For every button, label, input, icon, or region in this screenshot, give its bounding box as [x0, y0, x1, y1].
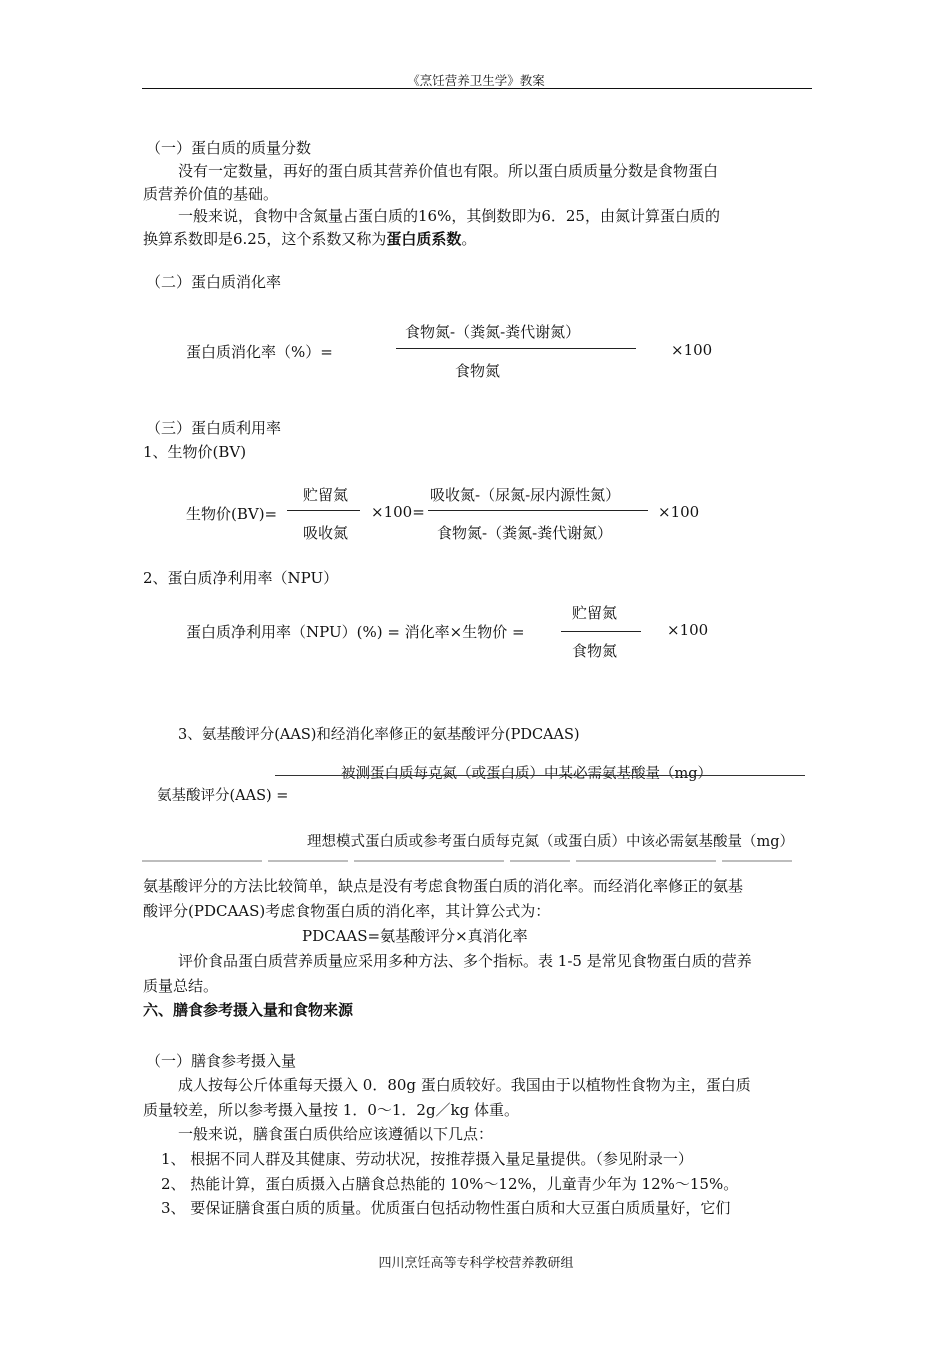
formula-denominator: 理想模式蛋白质或参考蛋白质每克氮（或蛋白质）中该必需氨基酸量（mg） — [307, 834, 795, 850]
formula-lhs: 氨基酸评分(AAS) = — [157, 788, 289, 804]
formula-numerator: 贮留氮 — [572, 604, 618, 622]
paragraph-line: 一般来说，食物中含氮量占蛋白质的16%，其倒数即为6．25，由氮计算蛋白质的 — [178, 207, 720, 225]
header-rule — [142, 88, 812, 89]
formula-numerator: 被测蛋白质每克氮（或蛋白质）中某必需氨基酸量（mg） — [341, 766, 713, 782]
section-heading-utilization: （三）蛋白质利用率 — [146, 419, 282, 437]
fraction-bar — [287, 510, 360, 511]
formula-denominator: 食物氮-（粪氮-粪代谢氮） — [437, 524, 613, 542]
page-header: 《烹饪营养卫生学》教案 — [407, 73, 545, 88]
subheading-aas: 3、氨基酸评分(AAS)和经消化率修正的氨基酸评分(PDCAAS) — [178, 727, 580, 743]
formula-lhs: 生物价(BV)= — [186, 505, 278, 523]
paragraph-line: 成人按每公斤体重每天摄入 0．80g 蛋白质较好。我国由于以植物性食物为主，蛋白质 — [178, 1076, 751, 1094]
section-heading-digestibility: （二）蛋白质消化率 — [146, 273, 282, 291]
subheading-dri: （一）膳食参考摄入量 — [146, 1052, 297, 1070]
fraction-bar — [561, 631, 641, 632]
formula-pdcaas: PDCAAS=氨基酸评分×真消化率 — [302, 927, 528, 945]
formula-denominator: 食物氮 — [572, 642, 618, 660]
formula-numerator: 吸收氮-（尿氮-尿内源性氮） — [430, 486, 621, 504]
section-heading-dri: 六、膳食参考摄入量和食物来源 — [143, 1001, 354, 1019]
paragraph-line: 质量较差，所以参考摄入量按 1．0～1．2g／kg 体重。 — [143, 1101, 520, 1119]
text-run: 换算系数即是6.25，这个系数又称为 — [143, 230, 387, 248]
paragraph-line: 评价食品蛋白质营养质量应采用多种方法、多个指标。表 1-5 是常见食物蛋白质的营养 — [178, 952, 752, 970]
bold-term: 蛋白质系数 — [386, 230, 462, 248]
paragraph-line — [143, 228, 476, 249]
list-item: 3、 要保证膳食蛋白质的质量。优质蛋白包括动物性蛋白质和大豆蛋白质质量好，它们 — [161, 1199, 731, 1217]
paragraph-line: 一般来说，膳食蛋白质供给应该遵循以下几点： — [178, 1125, 494, 1143]
fraction-bar — [275, 775, 805, 776]
list-item: 2、 热能计算，蛋白质摄入占膳食总热能的 10%～12%，儿童青少年为 12%～15%。 — [161, 1175, 739, 1193]
fraction-bar — [428, 510, 648, 511]
subheading-npu: 2、蛋白质净利用率（NPU） — [143, 569, 339, 587]
formula-lhs: 蛋白质净利用率（NPU）(%) = 消化率×生物价 = — [186, 623, 525, 641]
formula-numerator: 贮留氮 — [303, 486, 349, 504]
paragraph-line: 没有一定数量，再好的蛋白质其营养价值也有限。所以蛋白质质量分数是食物蛋白 — [178, 162, 719, 180]
paragraph-line: 酸评分(PDCAAS)考虑食物蛋白质的消化率，其计算公式为： — [143, 902, 551, 920]
artifact-strip — [142, 860, 810, 866]
page-footer: 四川烹饪高等专科学校营养教研组 — [378, 1256, 574, 1271]
list-item: 1、 根据不同人群及其健康、劳动状况，按推荐摄入量足量提供。（参见附录一） — [161, 1150, 693, 1168]
paragraph-line: 质营养价值的基础。 — [143, 185, 279, 203]
formula-denominator: 食物氮 — [455, 362, 501, 380]
paragraph-line: 质量总结。 — [143, 977, 219, 995]
section-heading-protein-fraction: （一）蛋白质的质量分数 — [146, 139, 312, 157]
formula-denominator: 吸收氮 — [303, 524, 349, 542]
subheading-bv: 1、生物价(BV) — [143, 443, 247, 461]
formula-multiplier: ×100 — [667, 621, 709, 639]
formula-lhs: 蛋白质消化率（%）= — [186, 343, 333, 361]
paragraph-line: 氨基酸评分的方法比较简单，缺点是没有考虑食物蛋白质的消化率。而经消化率修正的氨基 — [143, 877, 744, 895]
formula-operator: ×100= — [371, 503, 425, 521]
formula-multiplier: ×100 — [671, 341, 713, 359]
formula-numerator: 食物氮-（粪氮-粪代谢氮） — [405, 323, 581, 341]
text-run: 。 — [461, 230, 477, 248]
fraction-bar — [396, 348, 636, 349]
formula-multiplier: ×100 — [658, 503, 700, 521]
